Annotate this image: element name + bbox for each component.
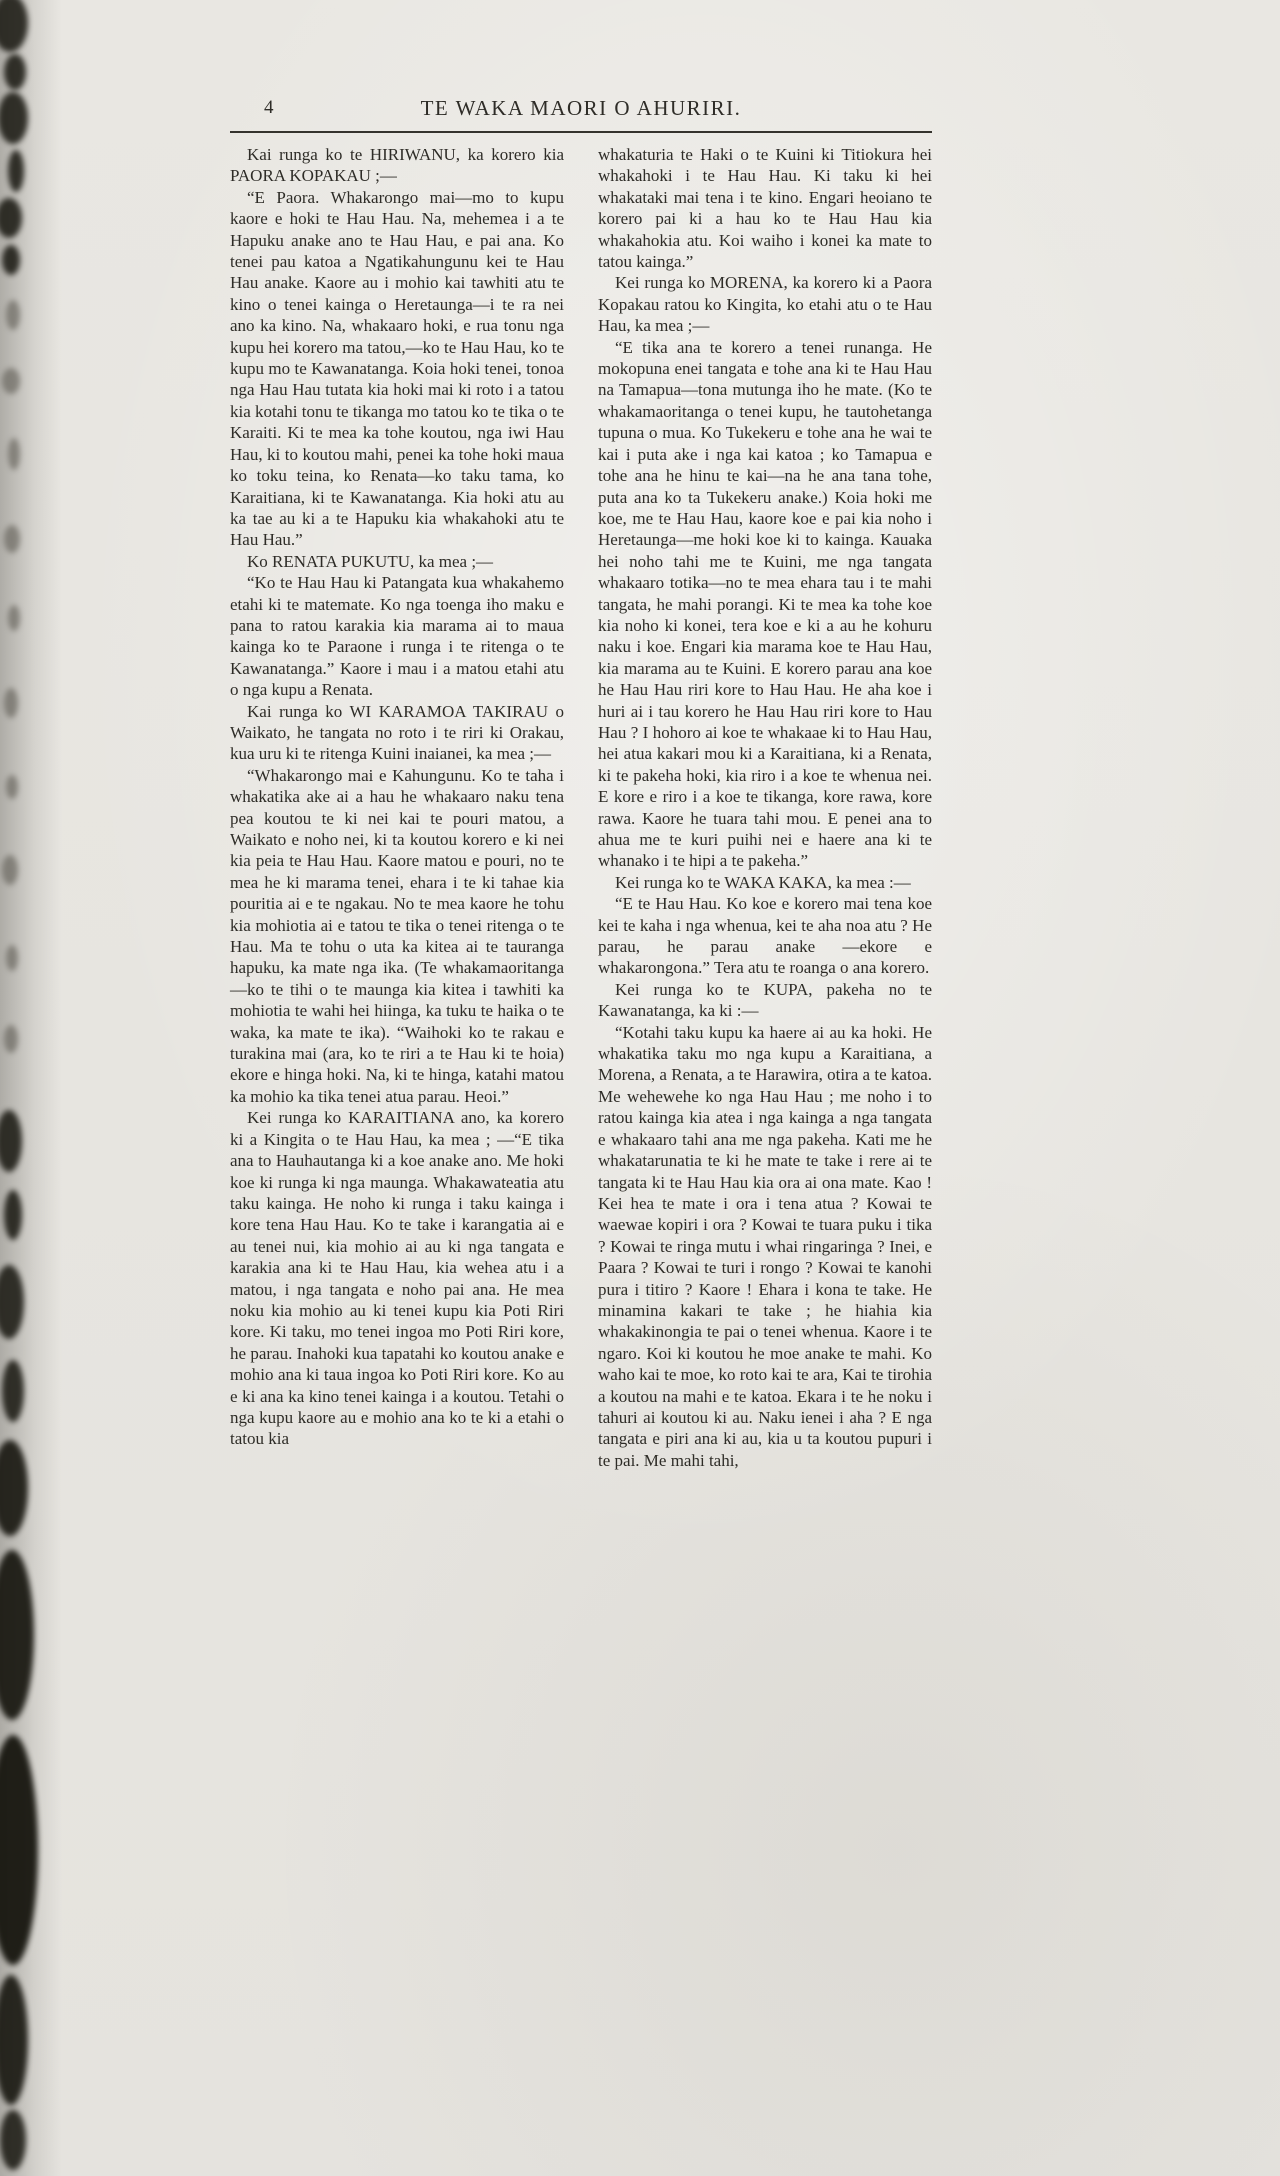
paragraph: “Whakarongo mai e Kahungunu. Ko te taha i whakatika ake ai a hau he whakaaro naku tena pea koutou te ki nei kai te pouri matou, a Waikato e noho nei, ki ta koutou korero e ki nei kia peia te Hau Hau. Kaore matou e pouri, no te mea he ki marama tenei, ehara i te ki tahae kia pouritia ai e te ngakau. No te mea kaore he tohu kia mohiotia ai e tatou te tika o tenei ritenga o te Hau. Ma te tohu o uta ka kitea ai te tauranga hapuku, ka mate nga ika. (Te whakamaoritanga—ko te tihi o te maunga kia kitea i tawhiti ka mohiotia te wahi hei hiinga, ka tuku te haika o te waka, ka mate te ika). “Waihoki ko te rakau e turakina mai (ara, ko te riri a te Hau ki te hoia) ekore e hinga hoki. Na, ki te hinga, katahi matou ka mohio ka tika tenei atua parau. Heoi.”: [230, 765, 564, 1106]
ink-smudge: [0, 92, 28, 144]
header-rule: [230, 131, 932, 133]
paragraph: “Ko te Hau Hau ki Patangata kua whakahemo etahi ki te matemate. Ko nga toenga iho maku e pana to ratou karakia kia marama ai to maua kainga ko te Paraone i runga i te ritenga o te Kawanatanga.” Kaore i mau i a matou etahi atu o nga kupu a Renata.: [230, 573, 564, 700]
page-header: [230, 96, 932, 122]
ink-smudge: [0, 2110, 26, 2170]
ink-smudge: [4, 1025, 18, 1053]
column-right: [598, 144, 932, 1471]
ink-smudge: [2, 1360, 24, 1422]
ink-smudge: [0, 1975, 28, 2105]
ink-smudge: [4, 525, 20, 553]
paragraph: Kai runga ko te HIRIWANU, ka korero kia PAORA KOPAKAU ;—: [230, 145, 564, 186]
ink-smudge: [8, 150, 24, 192]
text-columns: [230, 144, 932, 1471]
ink-smudge: [0, 1265, 24, 1339]
paragraph: “E te Hau Hau. Ko koe e korero mai tena koe kei te kaha i nga whenua, kei te aha noa atu ? He parau, he parau anake —ekore e whakarongona.” Tera atu te roanga o ana korero.: [598, 894, 932, 978]
ink-smudge: [4, 1190, 22, 1240]
ink-smudge: [0, 1440, 28, 1536]
masthead-title: TE WAKA MAORI O AHURIRI.: [420, 96, 742, 120]
ink-smudge: [8, 438, 20, 470]
column-left: [230, 144, 564, 1471]
ink-smudge: [4, 688, 18, 718]
page-number: 4: [264, 97, 274, 118]
paragraph: “E Paora. Whakarongo mai—mo to kupu kaore e hoki te Hau Hau. Na, mehemea i a te Hapuku anake ano te Hau Hau, e pai ana. Ko tenei pau katoa a Ngatikahungunu kei te Hau Hau anake. Kaore au i mohio kai tawhiti atu te kino o tenei kainga o Heretaunga—i te ra nei ano ka kino. Na, whakaaro hoki, e rua tonu nga kupu hei korero ma tatou,—ko te Hau Hau, ko te kupu mo te Kawanatanga. Koia hoki tenei, tonoa nga Hau Hau tutata kia hoki mai ki roto i a tatou kia kotahi tonu te tikanga mo tatou ko te tika o te Karaiti. Ki te mea ka tohe koutou, nga iwi Hau Hau, ki to koutou mahi, penei ka tohe hoki maua ko toku teina, ko Renata—ko taku tama, ko Karaitiana, ki te Kawanatanga. Kia hoki atu au ka tae au ki a te Hapuku kia whakahoki atu te Hau Hau.”: [230, 187, 564, 550]
paragraph: Kei runga ko te KUPA, pakeha no te Kawanatanga, ka ki :—: [598, 979, 932, 1021]
ink-smudge: [0, 1110, 22, 1172]
ink-smudge: [2, 855, 18, 885]
ink-smudge: [0, 0, 28, 52]
ink-smudge: [4, 54, 26, 90]
paragraph: “Kotahi taku kupu ka haere ai au ka hoki. He whakatika taku mo nga kupu a Karaitiana, a Morena, a Renata, a te Harawira, otira a te katoa. Me wehewehe ko nga Hau Hau ; me noho i to ratou kainga kia atea i nga kainga a nga tangata e whakaaro tahi ana me nga pakeha. Kati me he whakatarunatia te ki he mate te take i rere ai te tangata ki te Hau Hau kia ora ai ona mate. Kao ! Kei hea te mate i ora i tena atua ? Kowai te waewae kopiri i ora ? Kowai te tuara puku i tika ? Kowai te ringa mutu i whai ringaringa ? Inei, e Paara ? Kowai te turi i rongo ? Kowai te kanohi pura i titiro ? Kaore ! Ehara i kona te take. He minamina kakari te take ; he hiahia kia whakakinongia te pai o tenei whenua. Kaore i te ngaro. Koi ki koutou he moe anake te mahi. Ko waho kai te moe, ko roto kai te ara, Kai te tirohia a koutou na mahi e te katoa. Ekara i te he noku i tahuri ai koutou ki au. Naku ienei i aha ? E nga tangata e piri ana ki au, kia u ta koutou pupuri i te pai. Me mahi tahi,: [598, 1022, 932, 1470]
paragraph: Kei runga ko KARAITIANA ano, ka korero ki a Kingita o te Hau Hau, ka mea ; —“E tika ana to Hauhautanga ki a koe anake ano. Me hoki koe ki runga ki nga maunga. Whakawateatia atu taku kainga. He noho ki runga i taku kainga i kore tena Hau Hau. Ko te take i karangatia ai e au tenei nui, kia mohio ai au ki nga tangata e karakia ana ki te Hau Hau, kia wehea atu i a matou, i nga tangata e noho pai ana. He mea noku kia mohio au ki tenei kupu kia Poti Riri kore. Ki taku, mo tenei ingoa mo Poti Riri kore, he parau. Inahoki kua tapatahi ko koutou anake e mohio ana ki taua ingoa ko Poti Riri kore. Ko au e ki ana ka kino tenei kainga i a koutou. Tetahi o nga kupu kaore au e mohio ana ko te ki a etahi o tatou kia: [230, 1108, 564, 1449]
paragraph: Ko RENATA PUKUTU, ka mea ;—: [247, 551, 494, 571]
paragraph: “E tika ana te korero a tenei runanga. He mokopuna enei tangata e tohe ana ki te Hau Hau na Tamapua—tona mutunga iho he mate. (Ko te whakamaoritanga o tenei kupu, he tautohetanga tupuna o mua. Ko Tukekeru e tohe ana he wai te kai i puta ake i nga kai katoa ; ko Tamapua e tohe ana he hinu te kai—na he ana tana tohe, puta ana ko ta Tukekeru anake.) Koia hoki me koe, me te Hau Hau, kaore koe e pai kia noho i Heretaunga—me hoki koe ki to kainga. Kauaka hei noho tahi me te Kuini, me nga tangata whakaaro totika—no te mea ehara tau i te mahi tangata, he mahi porangi. Ki te mea ka tohe koe kia noho ki konei, tera koe e ki a au he kohuru naku i koe. Engari kia marama koe te Hau Hau, kia marama au te Kuini. E korero parau ana koe he Hau Hau riri kore to Hau Hau. He aha koe i huri ai i tau korero he Hau Hau riri kore to Hau Hau ? I hohoro ai koe te whakaae ki to Hau Hau, hei atua kakari mou ki a Karaitiana, ki a Renata, ki te pakeha hoki, kia riro i a koe te whenua nei. E kore e riro i a koe te tikanga, kore rawa, kore rawa. Kaore he tuara tahi mou. E penei ana to ahua me te kuri puihi nei e haere ana ki te whanako i te hipi a te pakeha.”: [598, 337, 932, 871]
ink-smudge: [2, 368, 20, 394]
paragraph: Kei runga ko MORENA, ka korero ki a Paora Kopakau ratou ko Kingita, ko etahi atu o te Hau Hau, ka mea ;—: [598, 273, 932, 336]
ink-smudge: [0, 1550, 34, 1720]
ink-smudge: [6, 300, 20, 330]
ink-smudge: [8, 605, 20, 631]
page-content: [230, 96, 932, 1471]
paragraph: Kai runga ko WI KARAMOA TAKIRAU o Waikato, he tangata no roto i te riri ki Orakau, kua uru ki te ritenga Kuini inaianei, ka mea ;—: [230, 701, 564, 764]
ink-smudge: [0, 198, 22, 238]
paragraph-continuation: whakaturia te Haki o te Kuini ki Titiokura hei whakahoki i te Hau Hau. Ki taku ki hei whakataki mai tena i te kino. Engari heoiano te korero pai ki a hau ko te Hau Hau kia whakahokia atu. Koi waiho i konei ka mate to tatou kainga.”: [598, 145, 932, 272]
ink-smudge: [2, 245, 20, 275]
binding-edge: [0, 0, 62, 2176]
ink-smudge: [0, 1735, 38, 1965]
paragraph: Kei runga ko te WAKA KAKA, ka mea :—: [615, 872, 911, 892]
ink-smudge: [6, 945, 18, 971]
ink-smudge: [6, 775, 18, 799]
